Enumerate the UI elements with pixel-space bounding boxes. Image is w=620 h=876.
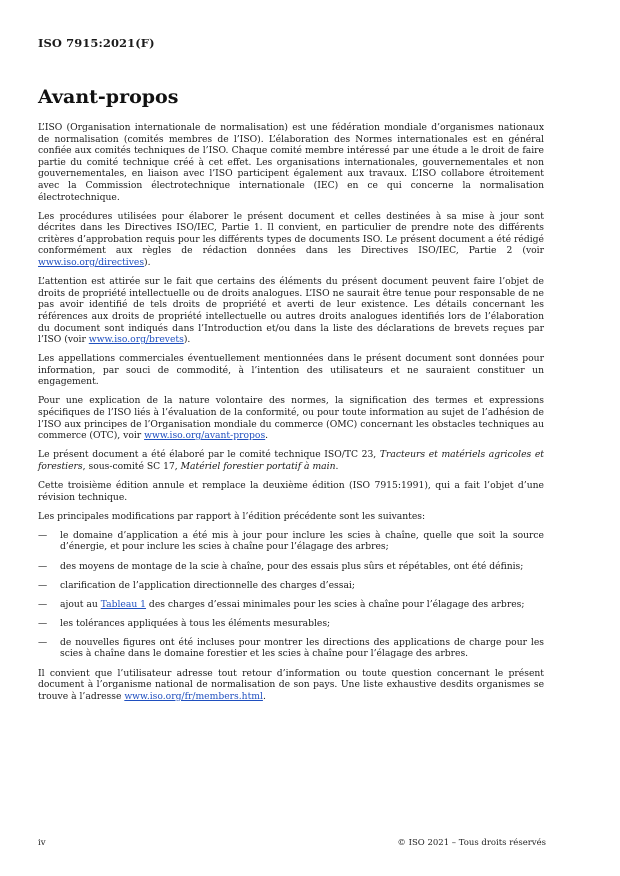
paragraph-text: .	[262, 690, 266, 702]
dash-bullet: —	[38, 529, 48, 541]
list-item	[38, 530, 544, 553]
list-item	[38, 580, 544, 592]
list-item-text: les tolérances appliquées à tous les éléments mesurables;	[60, 617, 331, 629]
paragraph-text: L’attention est attirée sur le fait que certains des éléments du présent document peuvent faire l’objet de droits de propriété intellectuelle ou de droits analogues. L’ISO ne saurait être tenue pour responsable de ne pas avoir identifié de tels droits de propriété et averti de leur existence. Les détails concernant les références aux droits de propriété intellectuelle ou autres droits analogues identifiés lors de l’élaboration du document sont indiqués dans l’Introduction et/ou dans la liste des déclarations de brevets reçues par l’ISO (voir	[38, 276, 544, 346]
patents-link[interactable]: www.iso.org/brevets	[88, 334, 184, 346]
paragraph-voluntary-nature	[38, 395, 544, 441]
table-1-link[interactable]: Tableau 1	[100, 598, 147, 610]
page-title: Avant-propos	[38, 86, 179, 108]
dash-bullet: —	[38, 598, 48, 610]
list-item-text: des moyens de montage de la scie à chaîne, pour des essais plus sûrs et répétables, ont été définis;	[60, 560, 524, 572]
paragraph-text: Le présent document a été élaboré par le comité technique ISO/TC 23,	[38, 449, 380, 461]
committee-title: Tracteurs et matériels agricoles et forestiers	[38, 449, 544, 472]
directives-link[interactable]: www.iso.org/directives	[38, 257, 145, 269]
paragraph-committee	[38, 449, 544, 472]
document-id: ISO 7915:2021(F)	[38, 36, 155, 50]
foreword-body	[38, 122, 544, 710]
paragraph-text: Pour une explication de la nature volontaire des normes, la signification des termes et expressions spécifiques de l’ISO liés à l’évaluation de la conformité, ou pour toute information au sujet de l’adhésion de l’ISO aux principes de l’Organisation mondiale du commerce (OMC) concernant les obstacles techniques au commerce (OTC), voir	[38, 395, 544, 442]
paragraph-text: Il convient que l’utilisateur adresse tout retour d’information ou toute question concernant le présent document à l’organisme national de normalisation de son pays. Une liste exhaustive desdits organismes se trouve à l’adresse	[38, 667, 544, 702]
dash-bullet: —	[38, 636, 48, 648]
paragraph-procedures	[38, 211, 544, 269]
dash-bullet: —	[38, 579, 48, 591]
paragraph-changes-intro: Les principales modifications par rapport à l’édition précédente sont les suivantes:	[38, 510, 426, 522]
dash-bullet: —	[38, 617, 48, 629]
paragraph-text: .	[335, 460, 339, 472]
changes-list	[38, 530, 544, 660]
page-number: iv	[38, 838, 46, 848]
list-item	[38, 599, 544, 611]
paragraph-patents	[38, 276, 544, 346]
list-item	[38, 637, 544, 660]
paragraph-text: , sous-comité SC 17,	[82, 460, 181, 472]
subcommittee-title: Matériel forestier portatif à main	[180, 460, 336, 472]
list-item-text: clarification de l’application directionnelle des charges d’essai;	[60, 579, 355, 591]
paragraph-text: Les procédures utilisées pour élaborer le présent document et celles destinées à sa mise à jour sont décrites dans les Directives ISO/IEC, Partie 1. Il convient, en particulier de prendre note des différents critères d’approbation requis pour les différents types de documents ISO. Le présent document a été rédigé conformément aux règles de rédaction données dans les Directives ISO/IEC, Partie 2 (voir	[38, 210, 544, 257]
copyright-notice: © ISO 2021 – Tous droits réservés	[397, 838, 546, 848]
foreword-link[interactable]: www.iso.org/avant-propos	[144, 430, 266, 442]
paragraph-text: .	[265, 430, 269, 442]
list-item-text: le domaine d’application a été mis à jour pour inclure les scies à chaîne, quelle que soit la source d’énergie, et pour inclure les scies à chaîne pour l’élagage des arbres;	[60, 529, 544, 553]
list-item-text: de nouvelles figures ont été incluses pour montrer les directions des applications de charge pour les scies à chaîne dans le domaine forestier et les scies à chaîne pour l’élagage des arbres.	[60, 636, 544, 660]
paragraph-trade-names: Les appellations commerciales éventuellement mentionnées dans le présent document sont données pour information, par souci de commodité, à l’intention des utilisateurs et ne sauraient constituer un engagement.	[38, 353, 544, 388]
list-item-text: ajout au	[60, 598, 101, 610]
list-item-text: des charges d’essai minimales pour les scies à chaîne pour l’élagage des arbres;	[146, 598, 525, 610]
list-item	[38, 618, 544, 630]
members-link[interactable]: www.iso.org/fr/members.html	[124, 690, 263, 702]
list-item	[38, 561, 544, 573]
dash-bullet: —	[38, 560, 48, 572]
paragraph-edition: Cette troisième édition annule et remplace la deuxième édition (ISO 7915:1991), qui a fait l’objet d’une révision technique.	[38, 480, 544, 503]
paragraph-text: ).	[144, 257, 151, 269]
paragraph-text: ).	[183, 334, 191, 346]
paragraph-feedback	[38, 668, 544, 703]
paragraph-iso-intro: L’ISO (Organisation internationale de normalisation) est une fédération mondiale d’organismes nationaux de normalisation (comités membres de l’ISO). L’élaboration des Normes internationales est en général confiée aux comités techniques de l’ISO. Chaque comité membre intéressé par une étude a le droit de faire partie du comité technique créé à cet effet. Les organisations internationales, gouvernementales et non gouvernementales, en liaison avec l’ISO participent également aux travaux. L’ISO collabore étroitement avec la Commission électrotechnique internationale (IEC) en ce qui concerne la normalisation électrotechnique.	[38, 122, 544, 203]
